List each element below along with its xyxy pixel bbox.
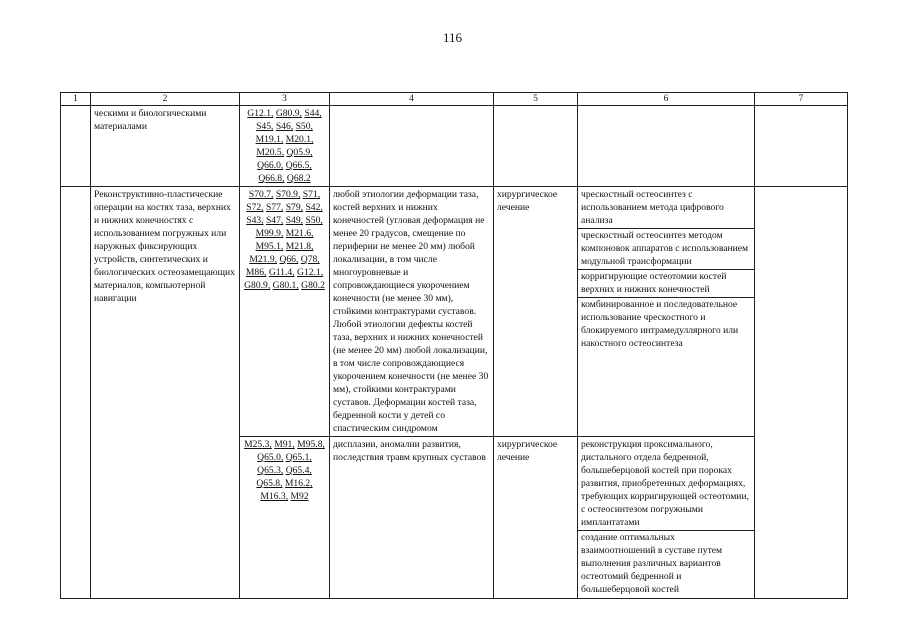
icd-code: Q66.8,: [258, 173, 285, 184]
icd-code: S50,: [295, 121, 313, 132]
procedure-name-cell: Реконструктивно-пластические операции на костях таза, верхних и нижних конечностях с использованием погружных или наружных фиксирующих устройств, синтетических и биологических остеозамещающих материалов, компьютерной навигации: [91, 187, 240, 599]
method-item: создание оптимальных взаимоотношений в суставе путем выполнения различных вариантов остеотомий бедренной и большеберцовой костей: [581, 532, 723, 595]
icd-code: M86,: [245, 267, 267, 278]
medical-procedures-table: [60, 92, 848, 599]
icd-code: G80.2: [301, 280, 325, 291]
table-row: [61, 106, 848, 187]
icd-code: M25.3,: [244, 439, 272, 450]
method-item: реконструкция проксимального, дистального отдела бедренной, большеберцовой костей при пороках развития, приобретенных деформациях, требующих корригирующей остеотомии, с остеосинтезом погружными имплантатами: [578, 438, 754, 531]
icd-code: M95.1,: [255, 241, 284, 252]
icd-codes-cell: [240, 106, 330, 187]
col7-cell: [755, 187, 848, 599]
icd-code: S77,: [265, 202, 284, 213]
icd-code: S46,: [275, 121, 294, 132]
method-cell: [578, 106, 755, 187]
icd-code: G80.9,: [244, 280, 271, 291]
icd-code: S71,: [302, 189, 321, 200]
icd-code: Q68.2: [286, 173, 311, 184]
method-cell: [578, 187, 755, 437]
icd-code: M95.8,: [297, 439, 325, 450]
diagnosis-cell: дисплазии, аномалии развития, последствия травм крупных суставов: [330, 437, 494, 599]
column-header: 7: [755, 93, 848, 106]
icd-code: G80.1,: [272, 280, 299, 291]
column-number-row: [61, 93, 848, 106]
icd-code: M20.1,: [285, 134, 314, 145]
icd-code: Q66.5,: [285, 160, 312, 171]
icd-code: S47,: [265, 215, 284, 226]
column-header: 4: [330, 93, 494, 106]
icd-code: G12.1,: [296, 267, 324, 278]
method-item: корригирующие остеотомии костей верхних и нижних конечностей: [578, 270, 754, 298]
icd-code: S79,: [285, 202, 304, 213]
icd-code: M21.8,: [285, 241, 314, 252]
icd-code: G12.1,: [247, 108, 274, 119]
diagnosis-cell: любой этиологии деформации таза, костей верхних и нижних конечностей (угловая деформация не менее 20 градусов, смещение по периферии не менее 20 мм) любой локализации, в том числе многоуровневые и сопровождающиеся укорочением конечности (не менее 30 мм), стойкими контрактурами суставов. Любой этиологии дефекты костей таза, верхних и нижних конечностей (не менее 20 мм) любой локализации, в том числе сопровождающиеся укорочением конечности (не менее 30 мм), стойкими контрактурами суставов. Деформации костей таза, бедренной кости у детей со спастическим синдромом: [330, 187, 494, 437]
column-header: 3: [240, 93, 330, 106]
treatment-type-cell: [494, 106, 578, 187]
method-item: комбинированное и последовательное использование чрескостного и блокируемого интрамедуллярного или накостного остеосинтеза: [581, 299, 739, 349]
icd-code: G80.9,: [275, 108, 302, 119]
table-row: [61, 187, 848, 437]
icd-code: Q66.0,: [257, 160, 284, 171]
column-header: 1: [61, 93, 91, 106]
icd-code: S70.7,: [248, 189, 274, 200]
col1-cell: [61, 106, 91, 187]
icd-code: S45,: [256, 121, 274, 132]
icd-codes-cell: [240, 187, 330, 437]
icd-code: Q66,: [279, 254, 299, 265]
icd-code: M21.9,: [249, 254, 278, 265]
icd-code: M20.5,: [256, 147, 285, 158]
column-header: 2: [91, 93, 240, 106]
icd-code: S49,: [285, 215, 304, 226]
treatment-type-cell: хирургическое лечение: [494, 437, 578, 599]
icd-code: S42,: [305, 202, 323, 213]
col7-cell: [755, 106, 848, 187]
treatment-type-cell: хирургическое лечение: [494, 187, 578, 437]
icd-code: M16.3,: [260, 491, 289, 502]
col1-cell: [61, 187, 91, 599]
icd-code: Q05.9,: [286, 147, 313, 158]
method-item: чрескостный остеосинтез с использованием метода цифрового анализа: [578, 188, 754, 229]
diagnosis-cell: [330, 106, 494, 187]
method-item: чрескостный остеосинтез методом компоновок аппаратов с использованием модульной трансформации: [578, 229, 754, 270]
icd-code: S72,: [246, 202, 264, 213]
icd-code: G11.4,: [268, 267, 295, 278]
icd-code: Q78,: [300, 254, 320, 265]
method-cell: [578, 437, 755, 599]
icd-code: M99.9,: [255, 228, 284, 239]
icd-code: M19.1,: [255, 134, 284, 145]
icd-codes-cell: [240, 437, 330, 599]
icd-code: M92: [290, 491, 309, 502]
icd-code: Q65.4,: [285, 465, 312, 476]
icd-code: S70.9,: [275, 189, 301, 200]
procedure-name-cell: ческими и биологическими материалами: [91, 106, 240, 187]
column-header: 6: [578, 93, 755, 106]
column-header: 5: [494, 93, 578, 106]
icd-code: Q65.0,: [257, 452, 284, 463]
icd-code: Q65.1,: [285, 452, 312, 463]
icd-code: M21.6,: [285, 228, 314, 239]
icd-code: S43,: [246, 215, 264, 226]
icd-code: S50,: [305, 215, 323, 226]
page-number: 116: [442, 30, 463, 45]
icd-code: Q65.3,: [257, 465, 284, 476]
icd-code: M91,: [274, 439, 295, 450]
icd-code: S44,: [304, 108, 322, 119]
icd-code: M16.2,: [284, 478, 313, 489]
icd-code: Q65.8,: [256, 478, 283, 489]
